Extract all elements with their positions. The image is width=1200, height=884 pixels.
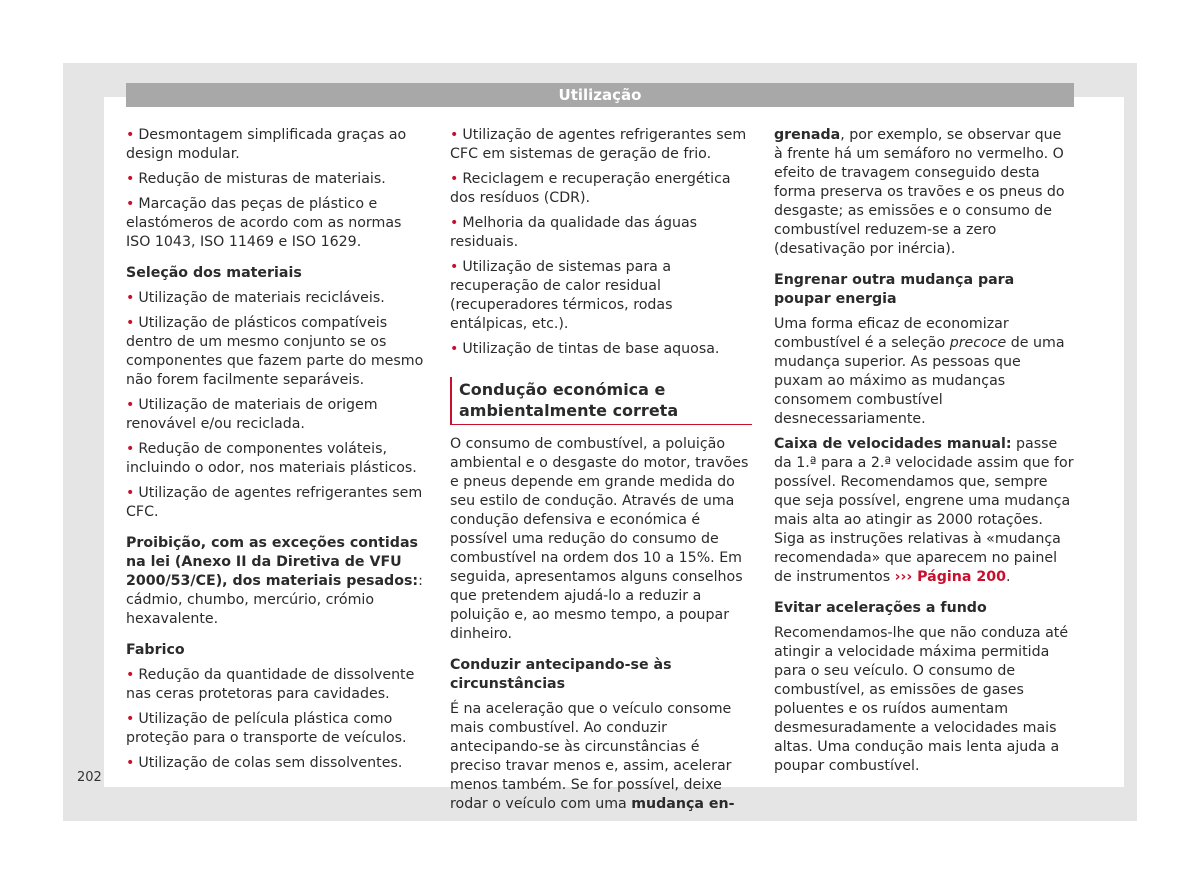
list-item-text: Redução de misturas de materiais. [138, 171, 386, 187]
list-item-text: Melhoria da qualidade das águas residuais. [450, 215, 698, 250]
list-item [126, 126, 426, 164]
column-1 [126, 126, 426, 779]
prohibition-text: : cádmio, chumbo, mercúrio, crómio hexavalente. [126, 573, 423, 627]
list-item-text: Utilização de tintas de base aquosa. [462, 341, 720, 357]
gear-italic: precoce [949, 335, 1007, 351]
manual-gearbox-paragraph [774, 435, 1074, 587]
list-item-text: Redução de componentes voláteis, incluindo o odor, nos materiais plásticos. [126, 441, 417, 476]
column-2 [450, 126, 752, 820]
list-item [126, 195, 426, 252]
prohibition-paragraph [126, 534, 426, 629]
list-item [126, 314, 426, 390]
gear-text-end: de uma mudança superior. As pessoas que puxam ao máximo as mudanças consomem combustível desnecessariamente. [774, 335, 1065, 427]
list-item [126, 484, 426, 522]
list-item-text: Utilização de colas sem dissolventes. [138, 755, 403, 771]
chapter-header [126, 83, 1074, 107]
heading-materials: Seleção dos materiais [126, 265, 302, 281]
list-item [126, 170, 426, 189]
page-number: 202 [77, 770, 102, 785]
list-item [450, 170, 752, 208]
list-item [126, 754, 426, 773]
list-item-text: Utilização de materiais recicláveis. [138, 290, 385, 306]
list-item [126, 289, 426, 308]
list-item [126, 666, 426, 704]
list-item-text: Reciclagem e recuperação energética dos resíduos (CDR). [450, 171, 731, 206]
heading-acceleration: Evitar acelerações a fundo [774, 600, 987, 616]
gear-paragraph [774, 315, 1074, 429]
continuation-bold: grenada [774, 127, 841, 143]
heading-fabrico: Fabrico [126, 642, 185, 658]
page-reference-link[interactable]: ››› Página 200 [894, 569, 1006, 585]
manual-gearbox-end: . [1005, 569, 1011, 585]
list-item-text: Utilização de agentes refrigerantes sem CFC em sistemas de geração de frio. [450, 127, 747, 162]
section-title: Condução económica e ambientalmente correta [450, 377, 752, 425]
list-item-text: Utilização de plásticos compatíveis dentro de um mesmo conjunto se os componentes que fazem parte do mesmo não forem facilmente separáveis. [126, 315, 424, 388]
anticipate-paragraph [450, 700, 752, 814]
manual-gearbox-label: Caixa de velocidades manual: [774, 436, 1012, 452]
list-item [126, 440, 426, 478]
list-item [450, 214, 752, 252]
list-item-text: Marcação das peças de plástico e elastómeros de acordo com as normas ISO 1043, ISO 11469 e ISO 1629. [126, 196, 402, 250]
list-item [126, 710, 426, 748]
list-item-text: Desmontagem simplificada graças ao design modular. [126, 127, 407, 162]
anticipate-text: É na aceleração que o veículo consome mais combustível. Ao conduzir antecipando-se às circunstâncias é preciso travar menos e, assim, acelerar menos também. Se for possível, deixe rodar o veículo com uma [450, 701, 732, 812]
list-item [450, 258, 752, 334]
gear-text: Uma forma eficaz de economizar combustível é a seleção [774, 316, 1009, 351]
list-item-text: Utilização de película plástica como proteção para o transporte de veículos. [126, 711, 407, 746]
continuation-text: , por exemplo, se observar que à frente há um semáforo no vermelho. O efeito de travagem conseguido desta forma preserva os travões e os pneus do desgaste; as emissões e o consumo de combustível reduzem-se a zero (desativação por inércia). [774, 127, 1065, 257]
heading-gear: Engrenar outra mudança para poupar energia [774, 272, 1015, 307]
list-item-text: Utilização de agentes refrigerantes sem CFC. [126, 485, 423, 520]
list-item [450, 126, 752, 164]
prohibition-label: Proibição, com as exceções contidas na lei (Anexo II da Diretiva de VFU 2000/53/CE), dos materiais pesados: [126, 535, 419, 589]
acceleration-paragraph: Recomendamos-lhe que não conduza até atingir a velocidade máxima permitida para o seu veículo. O consumo de combustível, as emissões de gases poluentes e os ruídos aumentam desmesuradamente a velocidades mais altas. Uma condução mais lenta ajuda a poupar combustível. [774, 625, 1069, 774]
manual-gearbox-text: passe da 1.ª para a 2.ª velocidade assim que for possível. Recomendamos que, sempre que seja possível, engrene uma mudança mais alta ao atingir as 2000 rotações. Siga as instruções relativas à «mudança recomendada» que aparecem no painel de instrumentos [774, 436, 1074, 585]
list-item [450, 340, 752, 359]
chapter-title: Utilização [558, 86, 642, 104]
continuation-paragraph [774, 126, 1074, 259]
column-3 [774, 126, 1074, 782]
list-item-text: Utilização de sistemas para a recuperação de calor residual (recuperadores térmicos, rodas entálpicas, etc.). [450, 259, 673, 332]
anticipate-bold: mudança en- [631, 796, 735, 812]
intro-paragraph: O consumo de combustível, a poluição ambiental e o desgaste do motor, travões e pneus depende em grande medida do seu estilo de condução. Através de uma condução defensiva e económica é possível uma redução do consumo de combustível na ordem dos 10 a 15%. Em seguida, apresentamos alguns conselhos que pretendem ajudá-lo a reduzir a poluição e, ao mesmo tempo, a poupar dinheiro. [450, 436, 749, 642]
list-item-text: Utilização de materiais de origem renovável e/ou reciclada. [126, 397, 378, 432]
heading-anticipate: Conduzir antecipando-se às circunstâncias [450, 657, 672, 692]
list-item [126, 396, 426, 434]
list-item-text: Redução da quantidade de dissolvente nas ceras protetoras para cavidades. [126, 667, 415, 702]
